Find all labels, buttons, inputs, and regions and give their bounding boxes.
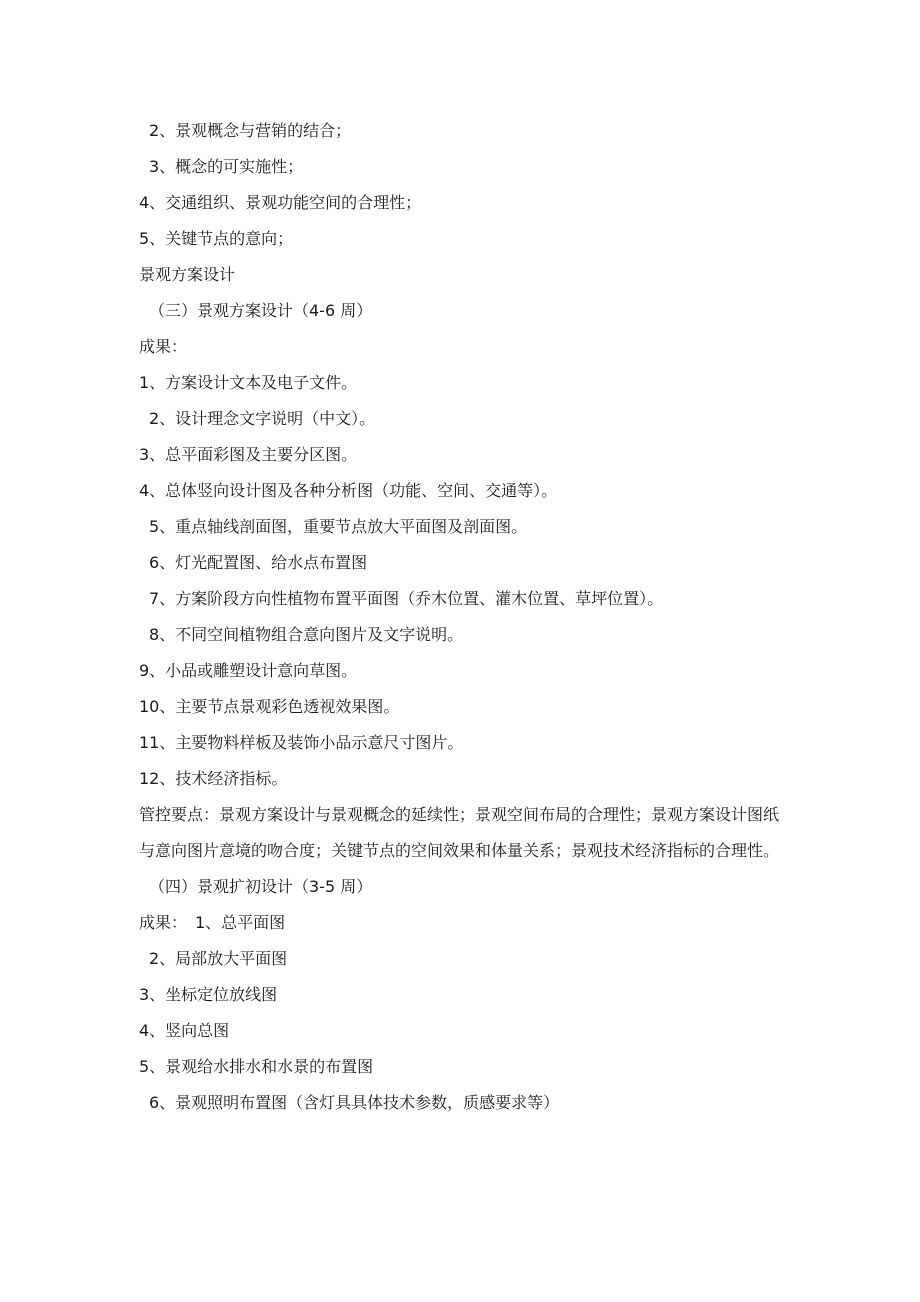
list-item-s4-3: 3、坐标定位放线图 (139, 985, 278, 1004)
list-item-11: 11、主要物料样板及装饰小品示意尺寸图片。 (139, 733, 464, 752)
list-item-6: 6、灯光配置图、给水点布置图 (149, 553, 368, 572)
deliverables-label: 成果： (139, 337, 188, 356)
control-points-paragraph: 管控要点：景观方案设计与景观概念的延续性；景观空间布局的合理性；景观方案设计图纸与意向图片意境的吻合度；关键节点的空间效果和体量关系；景观技术经济指标的合理性。 (139, 805, 780, 860)
list-item-key-nodes: 5、关键节点的意向； (139, 229, 294, 248)
list-item-5: 5、重点轴线剖面图，重要节点放大平面图及剖面图。 (149, 517, 528, 536)
list-item-traffic: 4、交通组织、景观功能空间的合理性； (139, 193, 422, 212)
list-item-8: 8、不同空间植物组合意向图片及文字说明。 (149, 625, 464, 644)
document-body (139, 113, 799, 1121)
list-item-12: 12、技术经济指标。 (139, 769, 288, 788)
section-heading-scheme-design: 景观方案设计 (139, 265, 236, 284)
list-item-2: 2、设计理念文字说明（中文）。 (149, 409, 376, 428)
deliverables-label-stage-4: 成果： 1、总平面图 (139, 913, 286, 932)
section-title-stage-3: （三）景观方案设计（4-6 周） (149, 301, 373, 320)
list-item-s4-2: 2、局部放大平面图 (149, 949, 288, 968)
list-item-4: 4、总体竖向设计图及各种分析图（功能、空间、交通等）。 (139, 481, 558, 500)
section-title-stage-4: （四）景观扩初设计（3-5 周） (149, 877, 373, 896)
list-item-1: 1、方案设计文本及电子文件。 (139, 373, 358, 392)
list-item-s4-4: 4、竖向总图 (139, 1021, 230, 1040)
list-item-feasibility: 3、概念的可实施性； (149, 157, 304, 176)
list-item-s4-6: 6、景观照明布置图（含灯具具体技术参数，质感要求等） (149, 1093, 560, 1112)
list-item-concept-marketing: 2、景观概念与营销的结合； (149, 121, 352, 140)
list-item-10: 10、主要节点景观彩色透视效果图。 (139, 697, 400, 716)
list-item-7: 7、方案阶段方向性植物布置平面图（乔木位置、灌木位置、草坪位置）。 (149, 589, 664, 608)
list-item-9: 9、小品或雕塑设计意向草图。 (139, 661, 358, 680)
list-item-3: 3、总平面彩图及主要分区图。 (139, 445, 358, 464)
list-item-s4-5: 5、景观给水排水和水景的布置图 (139, 1057, 374, 1076)
